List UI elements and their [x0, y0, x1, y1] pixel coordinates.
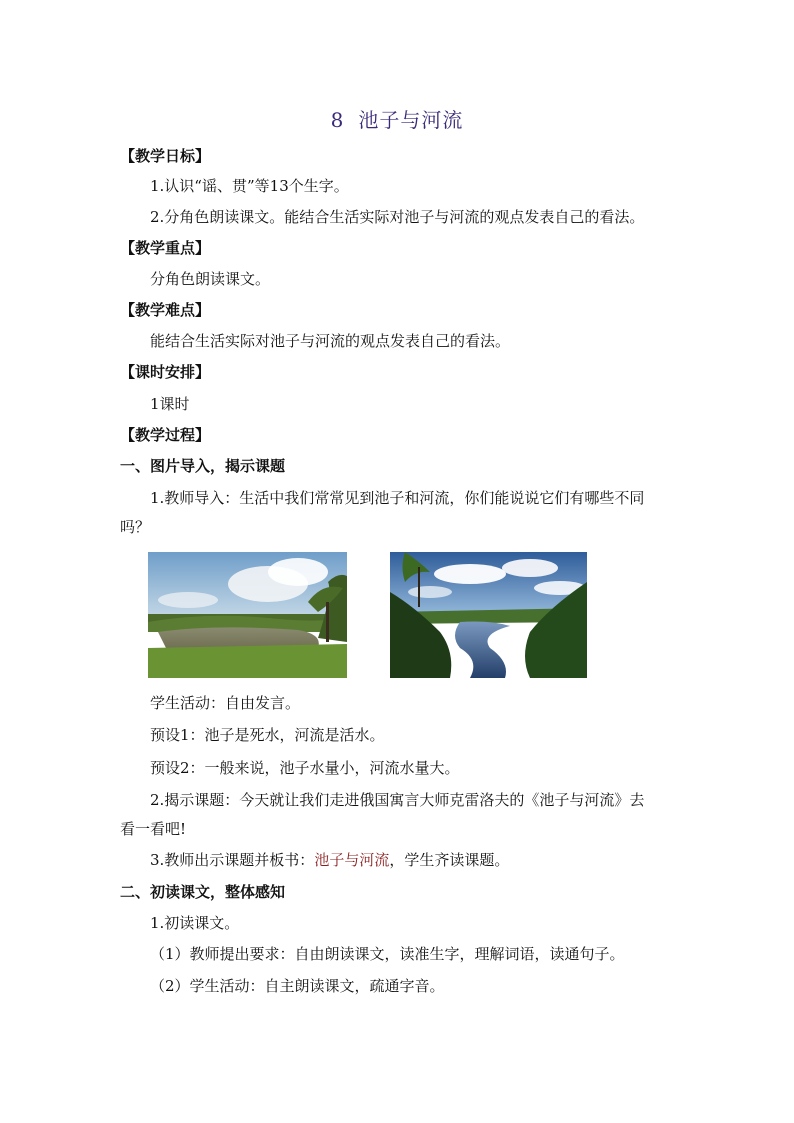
student-activity: 学生活动：自由发言。 — [150, 694, 301, 712]
schedule-1: 1课时 — [150, 395, 190, 413]
goal-1: 1.认识“谣、贯”等13个生字。 — [150, 177, 349, 195]
part2-item-1-1: （1）教师提出要求：自由朗读课文，读准生字，理解词语，读通句子。 — [150, 945, 625, 963]
difficulty-header: 【教学难点】 — [120, 301, 211, 319]
part2-heading: 二、初读课文，整体感知 — [120, 883, 286, 901]
schedule-header: 【课时安排】 — [120, 363, 211, 381]
lesson-title-text: 池子与河流 — [358, 108, 464, 132]
lesson-title — [0, 104, 794, 133]
part2-item-1: 1.初读课文。 — [150, 914, 240, 932]
goal-2: 2.分角色朗读课文。能结合生活实际对池子与河流的观点发表自己的看法。 — [150, 208, 645, 226]
river-photo — [390, 552, 587, 678]
part1-paragraph-1-line-1: 1.教师导入：生活中我们常常见到池子和河流，你们能说说它们有哪些不同 — [150, 489, 645, 507]
key-points-header: 【教学重点】 — [120, 239, 211, 257]
pond-image — [148, 552, 347, 678]
key-point-1: 分角色朗读课文。 — [150, 270, 271, 288]
part1-paragraph-2-line-2: 看一看吧! — [120, 820, 187, 838]
preset-2: 预设2：一般来说，池子水量小，河流水量大。 — [150, 759, 460, 777]
preset-1: 预设1：池子是死水，河流是活水。 — [150, 726, 385, 744]
river-image — [390, 552, 587, 678]
process-header: 【教学过程】 — [120, 426, 211, 444]
part1-heading: 一、图片导入，揭示课题 — [120, 457, 286, 475]
blackboard-title-highlight: 池子与河流 — [314, 851, 390, 869]
lesson-number: 8 — [330, 108, 345, 132]
part1-paragraph-2-line-1: 2.揭示课题：今天就让我们走进俄国寓言大师克雷洛夫的《池子与河流》去 — [150, 791, 645, 809]
paragraph-3-prefix: 3.教师出示课题并板书： — [150, 851, 315, 869]
part2-item-1-2: （2）学生活动：自主朗读课文，疏通字音。 — [150, 977, 445, 995]
part1-paragraph-1-line-2: 吗？ — [120, 518, 151, 536]
paragraph-3-suffix: ，学生齐读课题。 — [389, 851, 510, 869]
goals-header: 【教学日标】 — [120, 147, 211, 165]
difficulty-1: 能结合生活实际对池子与河流的观点发表自己的看法。 — [150, 332, 511, 350]
part1-paragraph-3 — [150, 848, 710, 872]
pond-photo — [148, 552, 347, 678]
